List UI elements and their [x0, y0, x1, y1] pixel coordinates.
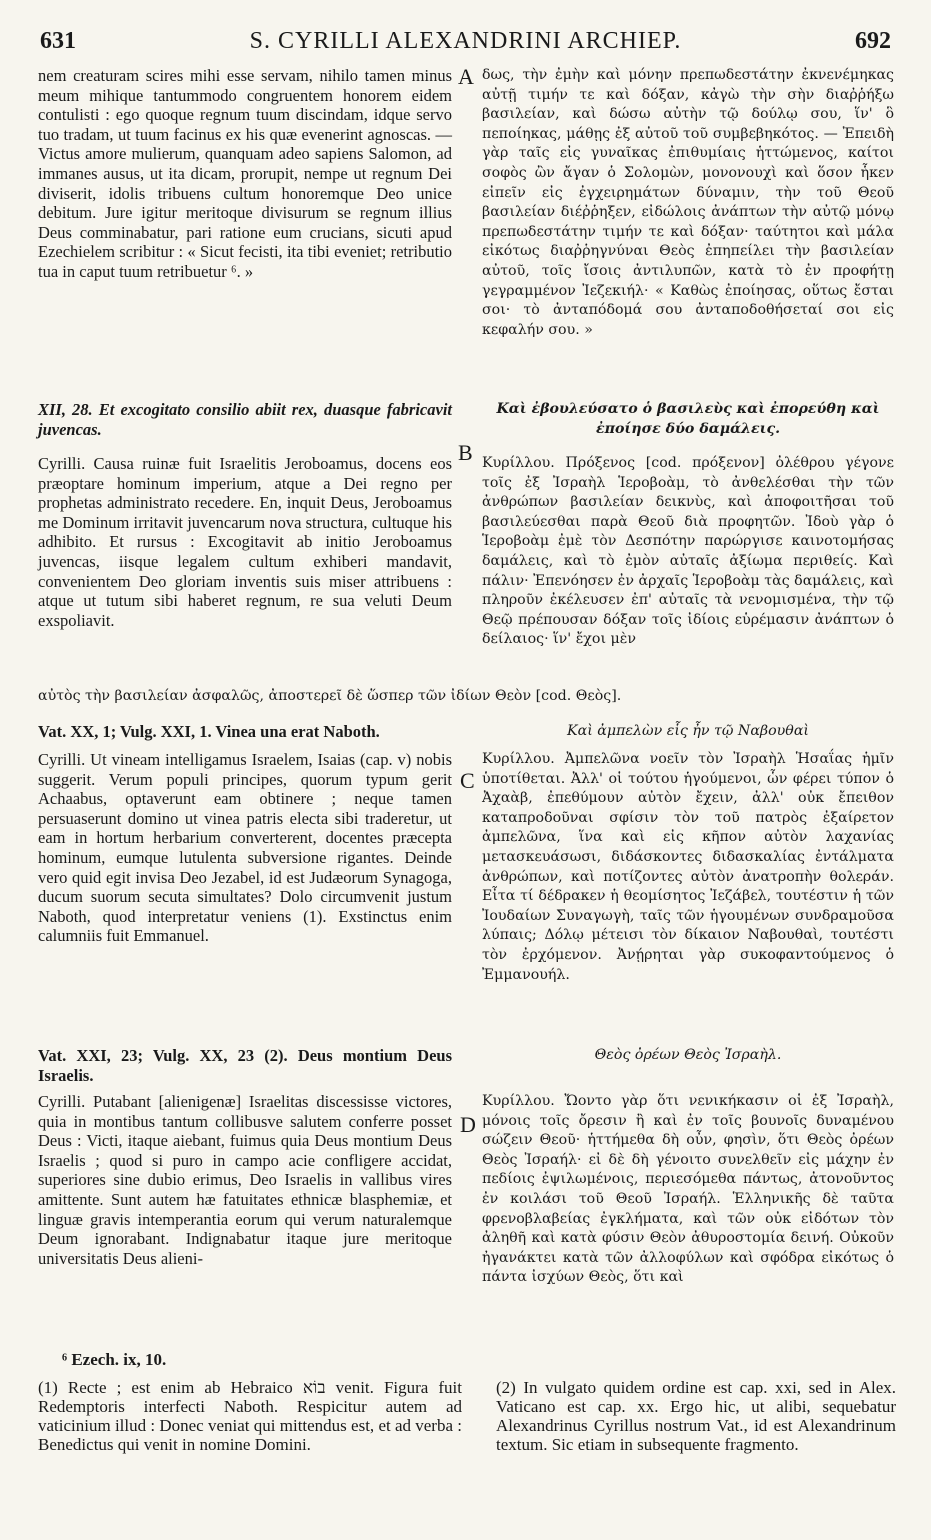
latin-paragraph-2: Cyrilli. Causa ruinæ fuit Israelitis Jeroboamus, docens eos præoptare hominum imperium, atque a Dei regno per prophetas administrato recedere. En, inquit Deus, Jeroboamus me Dominum irritavit juvencarum nova structura, cultuque his adhibito. Et rursus : Excogitavit ab initio Jeroboamus juvencas, iisque legalem cultum exhiberi mandavit, convenientem Deo gloriam inventis suis miser attribuens : atque ut tutum sibi haberet regnum, re sua veluti Deum exspoliavit.: [38, 454, 452, 630]
greek-heading-1: Καὶ ἐβουλεύσατο ὁ βασιλεὺς καὶ ἐπορεύθη καὶ ἐποίησε δύο δαμάλεις.: [496, 401, 880, 437]
page-number-left: 631: [40, 28, 76, 54]
latin-heading-xii-28: XII, 28. Et excogitato consilio abiit rex, duasque fabricavit juvencas.: [38, 400, 452, 439]
greek-wide-line: αὐτὸς τὴν βασιλείαν ἀσφαλῶς, ἀποστερεῖ δὲ ὥσπερ τῶν ἰδίων Θεὸν [cod. Θεὸς].: [38, 688, 622, 704]
latin-paragraph-1: nem creaturam scires mihi esse servam, nihilo tamen minus meum mihique tantummodo congruentem honorem eidem contulisti : ego quoque regnum tuum discindam, idque servo tuo tradam, ut tuum facinus ex his quæ evenerint agnoscas. — Victus amore mulierum, quanquam adeo sapiens Salomon, ad immanes ausus, ut ita dicam, prorupit, nempe ut regnum Dei diviserit, idolis tribuens cultum honoremque Deo unice debitum. Jure igitur meritoque divisurum se regnum illius Deus comminabatur, pari ratione eum crucians, sicuti apud Ezechielem scribitur : « Sicut fecisti, ita tibi eveniet; retributio tua in caput tuum retribuetur ⁶. »: [38, 66, 452, 281]
latin-heading-vinea: Vat. XX, 1; Vulg. XXI, 1. Vinea una erat Naboth.: [38, 722, 380, 741]
footnote-1: (1) Recte ; est enim ab Hebraico בוֹא venit. Figura fuit Redemptoris interfecti Naboth. Respicitur autem ad vaticinium illud : Donec veniat qui mittendus est, et ad verba : Benedictus qui venit in nomine Domini.: [38, 1378, 463, 1454]
page-number-right: 692: [855, 28, 891, 54]
margin-marker-c: C: [460, 768, 475, 793]
greek-paragraph-3: Κυρίλλου. Ἀμπελῶνα νοεῖν τὸν Ἰσραὴλ Ἡσαΐας ἡμῖν ὑποτίθεται. Ἀλλ' οἱ τούτου ἡγούμενοι, ὧν φέρει τύπον ὁ Ἀχαὰβ, ἐπεθύμουν αὐτὸν ἔχειν, ἀλλ' οὐκ ἔπειθον καταπροδοῦναι σφίσιν τὸν τοῦ πατρὸς ἐξαίρετον ἀμπελῶνα, ἵνα καὶ εἰς κῆπον αὐτὸν λαχανίας μετασκευάσωσι, διδάσκοντες διδασκαλίας ἐντάλματα ἀνθρώπων, καὶ ποτίζοντες αὐτὸν ἀνατροπὴν θολεράν. Εἶτα τί δέδρακεν ἡ θεομίσητος Ἰεζάβελ, τουτέστιν ἡ τῶν Ἰουδαίων Συναγωγὴ, ταῖς τῶν ἡγουμένων συνδραμοῦσα λύπαις; Δόλῳ μέτεισι τὸν δίκαιον Ναβουθαὶ, τουτέστι τὸν ἐρχόμενον. Ἀνῄρηται γὰρ συκοφαντούμενος ὁ Ἐμμανουήλ.: [482, 751, 894, 983]
running-title: S. CYRILLI ALEXANDRINI ARCHIEP.: [249, 28, 682, 54]
greek-paragraph-2: Κυρίλλου. Πρόξενος [cod. πρόξενον] ὀλέθρου γέγονε τοῖς ἐξ Ἰσραὴλ Ἱεροβοὰμ, τὸ ἀνθελέσθαι τὴν τῶν ἀνθρώπων βασιλείαν δεικνὺς, καὶ ἀποφοιτῆσαι τοῦ βασιλεύεσθαι παρὰ Θεοῦ διὰ προφητῶν. Ἰδοὺ γὰρ ὁ Ἱεροβοὰμ ἐμὲ τὸν Δεσπότην παρώργισε καινοτομήσας δαμάλεις, καὶ τὸ ἐμὸν αὐταῖς ἀξίωμα περιθείς. Καὶ πάλιν· Ἐπενόησεν ἐν ἀρχαῖς Ἱεροβοὰμ τὰς δαμάλεις, καὶ πληροῦν ἐκέλευσεν ἐπ' αὐταῖς τὰ νενομισμένα, τὴν τῷ Θεῷ πρέπουσαν δόξαν τοῖς ἰδίοις εὑρέμασιν ἀνάπτων ὁ δείλαιος· ἵν' ἔχοι μὲν: [482, 455, 894, 648]
margin-marker-d: D: [460, 1112, 476, 1137]
greek-heading-god-of-mountains: Θεὸς ὀρέων Θεὸς Ἰσραὴλ.: [594, 1047, 782, 1063]
latin-heading-deus-montium: Vat. XXI, 23; Vulg. XX, 23 (2). Deus montium Deus Israelis.: [38, 1046, 452, 1085]
latin-paragraph-4: Cyrilli. Putabant [alienigenæ] Israelitas discessisse victores, quia in montibus tantum collibusve salutem conferre posset Deus : Victi, itaque aiebant, fuimus quia Deus montium Deus Israelis ; quod si puro in campo acie confligere accidat, superiores sine dubio erimus, Deo Israelis in vallibus vires amittente. Sunt autem hæ fatuitates ethnicæ blasphemiæ, et linguæ gravis intemperantia eorum qui verum naturalemque Deum ignorabant. Indignabatur itaque jure meritoque universitatis Deus alieni-: [38, 1092, 452, 1268]
footnote-2: (2) In vulgato quidem ordine est cap. xxi, sed in Alex. Vaticano est cap. xx. Ergo hic, ut alibi, sequebatur Alexandrinus Cyrillus nostrum Vat., id est Alexandrinum textum. Sic etiam in subsequente fragmento.: [496, 1378, 896, 1454]
greek-paragraph-4: Κυρίλλου. Ὤοντο γὰρ ὅτι νενικήκασιν οἱ ἐξ Ἰσραὴλ, μόνοις τοῖς ὄρεσιν ἢ καὶ ἐν τοῖς βουνοῖς δυναμένου σώζειν Θεοῦ· ἡττήμεθα δὴ οὖν, φησὶν, ὅτι Θεὸς ὀρέων Θεὸς Ἰσραήλ· εἰ δὲ δὴ γένοιτο συνελθεῖν εἰς μάχην ἐν πεδίοις ἐψιλωμένοις, περιεσόμεθα πάντως, ἀτονοῦντος ἐν κοιλάσι τοῦ Θεοῦ Ἰσραήλ. Ἑλληνικῆς δὲ ταῦτα φρενοβλαβείας ἐγκλήματα, καὶ τῶν οὐκ εἰδότων τὸν ἀληθῆ καὶ κατὰ φύσιν Θεὸν ἀθυροστομία δεινή. Οὐκοῦν ἠγανάκτει κατὰ τῶν ἀλλοφύλων καὶ σφόδρα εἰκότως ὁ πάντα ἰσχύων Θεὸς, ὅτι καὶ: [482, 1093, 894, 1286]
footnote-6: ⁶ Ezech. ix, 10.: [62, 1350, 167, 1369]
page-header: [40, 28, 891, 58]
margin-marker-a: A: [458, 64, 474, 89]
greek-paragraph-1: δως, τὴν ἐμὴν καὶ μόνην πρεπωδεστάτην ἐκνενέμηκας αὐτῇ τιμήν τε καὶ δόξαν, κἀγὼ τὴν σὴν διαῤῥήξω βασιλείαν, καὶ δώσω αὐτὴν τῷ δούλῳ σου, ἵν' ὃ πεποίηκας, μάθῃς ἐξ αὐτοῦ τοῦ συμβεβηκότος. — Ἐπειδὴ γὰρ ταῖς εἰς γυναῖκας ἐπιθυμίαις ἡττώμενος, καίτοι σοφὸς ὢν ἄγαν ὁ Σολομὼν, μονονουχὶ καὶ ὅσον ἧκεν εἰπεῖν εἰς ἐγχειρημάτων δύναμιν, τὴν τοῦ Θεοῦ βασιλείαν διέῤῥηξεν, εἰδώλοις ἀνάπτων τὴν αὐτῷ μόνῳ πρεπωδεστάτην τιμήν τε καὶ δόξαν· ταύτητοι καὶ μάλα εἰκότως διαῤῥηγνύναι Θεὸς ἐπηπείλει τὴν βασιλείαν αὐτοῦ, τοῖς ἴσοις ἀντιλυπῶν, κατὰ τὸ ἐν προφήτῃ γεγραμμένον Ἰεζεκιήλ· « Καθὼς ἐποίησας, οὕτως ἔσται σοι· τὸ ἀνταπόδομά σου ἀνταποδοθήσεταί σοι εἰς κεφαλήν σου. »: [482, 67, 894, 338]
latin-paragraph-3: Cyrilli. Ut vineam intelligamus Israelem, Isaias (cap. v) nobis suggerit. Verum populi principes, quorum typum gerit Achaabus, optaverunt eam obtinere ; neque tamen persuaserunt domino ut vinea patris electa sibi traderetur, ut eam in hortum herbarium converterent, docentes præcepta hominum, eumque lutulenta subversione rigantes. Deinde vero quid egit invisa Deo Jezabel, id est Judæorum Synagoga, ducum suorum secuta simultates? Dolo circumvenit justum Naboth, quod interpretatur veniens (1). Exstinctus enim calumniis fuit Emmanuel.: [38, 750, 452, 946]
margin-marker-b: B: [458, 440, 473, 465]
greek-heading-vineyard: Καὶ ἀμπελὼν εἷς ἦν τῷ Ναβουθαὶ: [567, 723, 809, 739]
